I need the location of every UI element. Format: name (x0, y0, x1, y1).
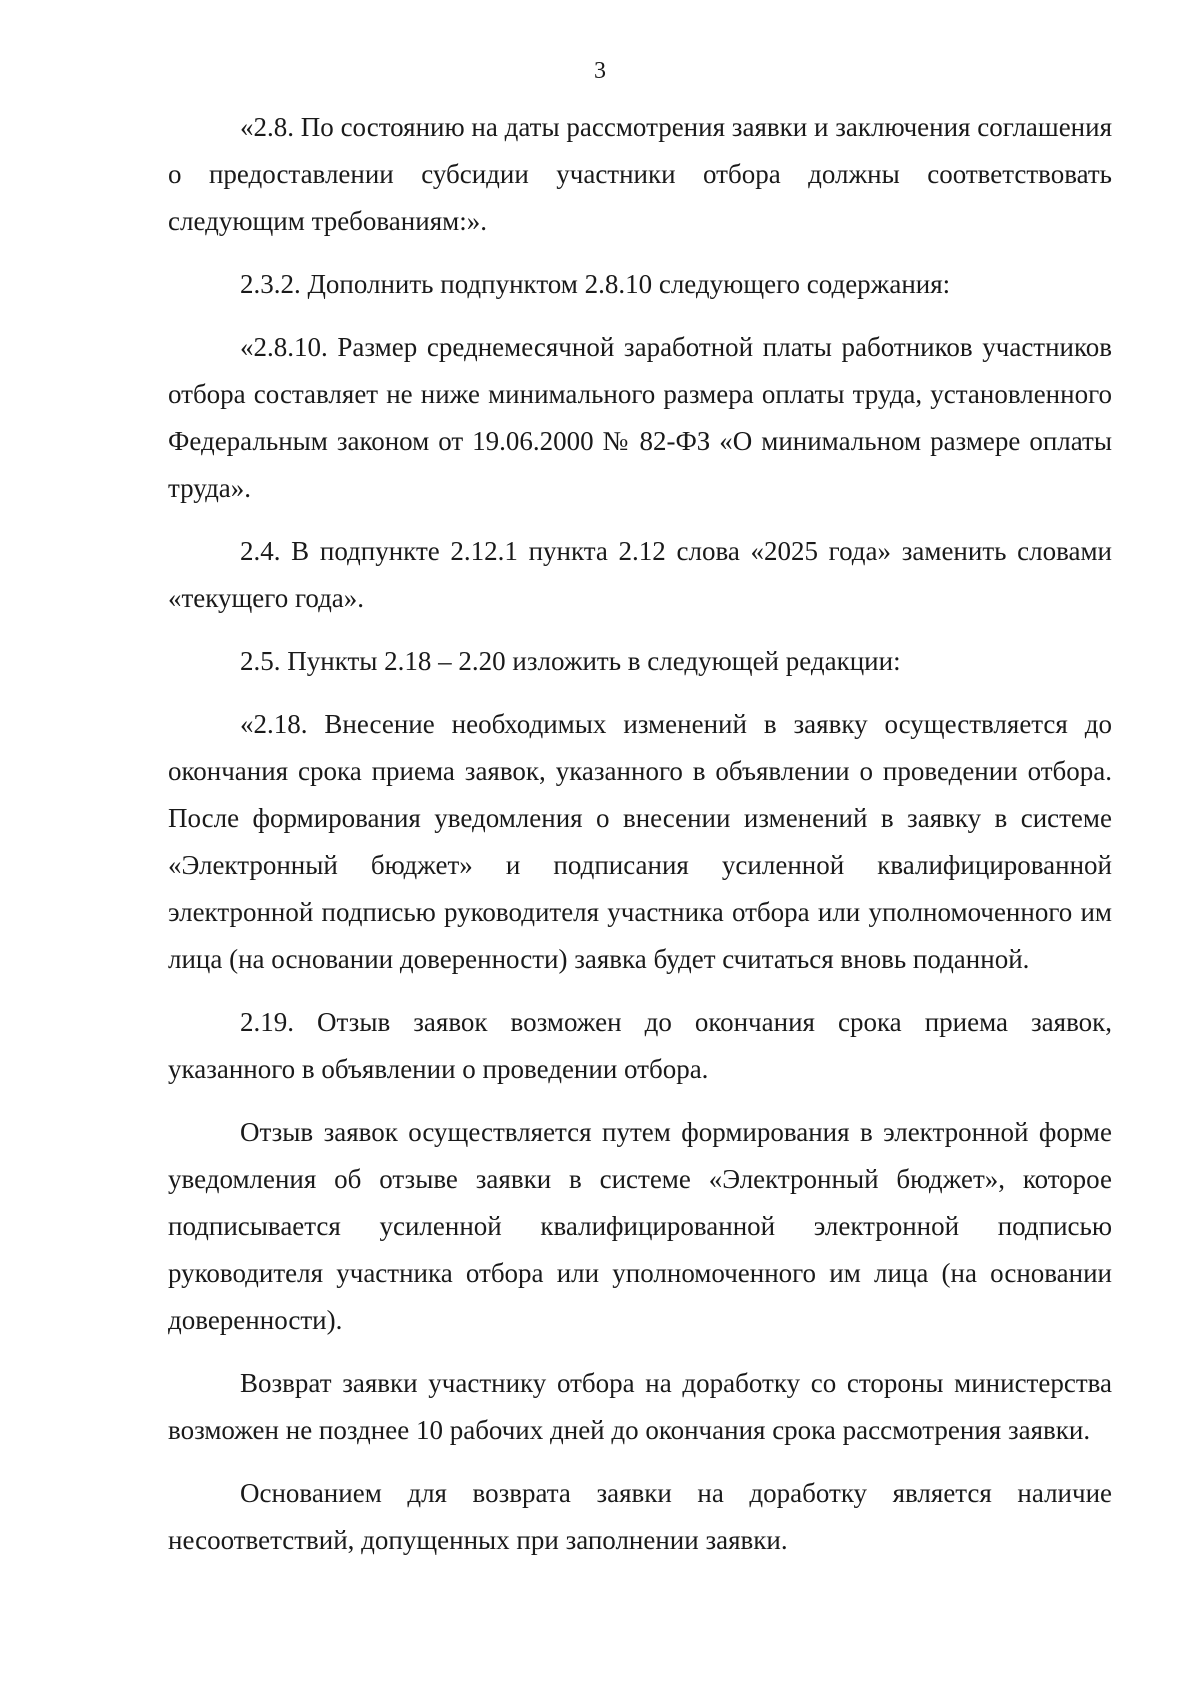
paragraph-2-4: 2.4. В подпункте 2.12.1 пункта 2.12 слова «2025 года» заменить словами «текущего года». (168, 536, 1112, 613)
document-body (168, 104, 1112, 1580)
paragraph-return-grounds: Основанием для возврата заявки на доработку является наличие несоответствий, допущенных при заполнении заявки. (168, 1478, 1112, 1555)
paragraph-2-19: 2.19. Отзыв заявок возможен до окончания срока приема заявок, указанного в объявлении о проведении отбора. (168, 1007, 1112, 1084)
paragraph-2-8: «2.8. По состоянию на даты рассмотрения заявки и заключения соглашения о предоставлении субсидии участники отбора должны соответствовать следующим требованиям:». (168, 112, 1112, 236)
paragraph-2-5: 2.5. Пункты 2.18 – 2.20 изложить в следующей редакции: (240, 646, 901, 676)
page-number: 3 (594, 58, 606, 84)
paragraph-return-for-revision: Возврат заявки участнику отбора на доработку со стороны министерства возможен не позднее 10 рабочих дней до окончания срока рассмотрения заявки. (168, 1368, 1112, 1445)
paragraph-withdrawal-procedure: Отзыв заявок осуществляется путем формирования в электронной форме уведомления об отзыве заявки в системе «Электронный бюджет», которое подписывается усиленной квалифицированной электронной подписью руководителя участника отбора или уполномоченного им лица (на основании доверенности). (168, 1117, 1112, 1335)
paragraph-2-18: «2.18. Внесение необходимых изменений в заявку осуществляется до окончания срока приема заявок, указанного в объявлении о проведении отбора. После формирования уведомления о внесении изменений в заявку в системе «Электронный бюджет» и подписания усиленной квалифицированной электронной подписью руководителя участника отбора или уполномоченного им лица (на основании доверенности) заявка будет считаться вновь поданной. (168, 709, 1112, 974)
paragraph-2-8-10: «2.8.10. Размер среднемесячной заработной платы работников участников отбора составляет не ниже минимального размера оплаты труда, установленного Федеральным законом от 19.06.2000 № 82-ФЗ «О минимальном размере оплаты труда». (168, 332, 1112, 503)
paragraph-2-3-2: 2.3.2. Дополнить подпунктом 2.8.10 следующего содержания: (240, 269, 951, 299)
